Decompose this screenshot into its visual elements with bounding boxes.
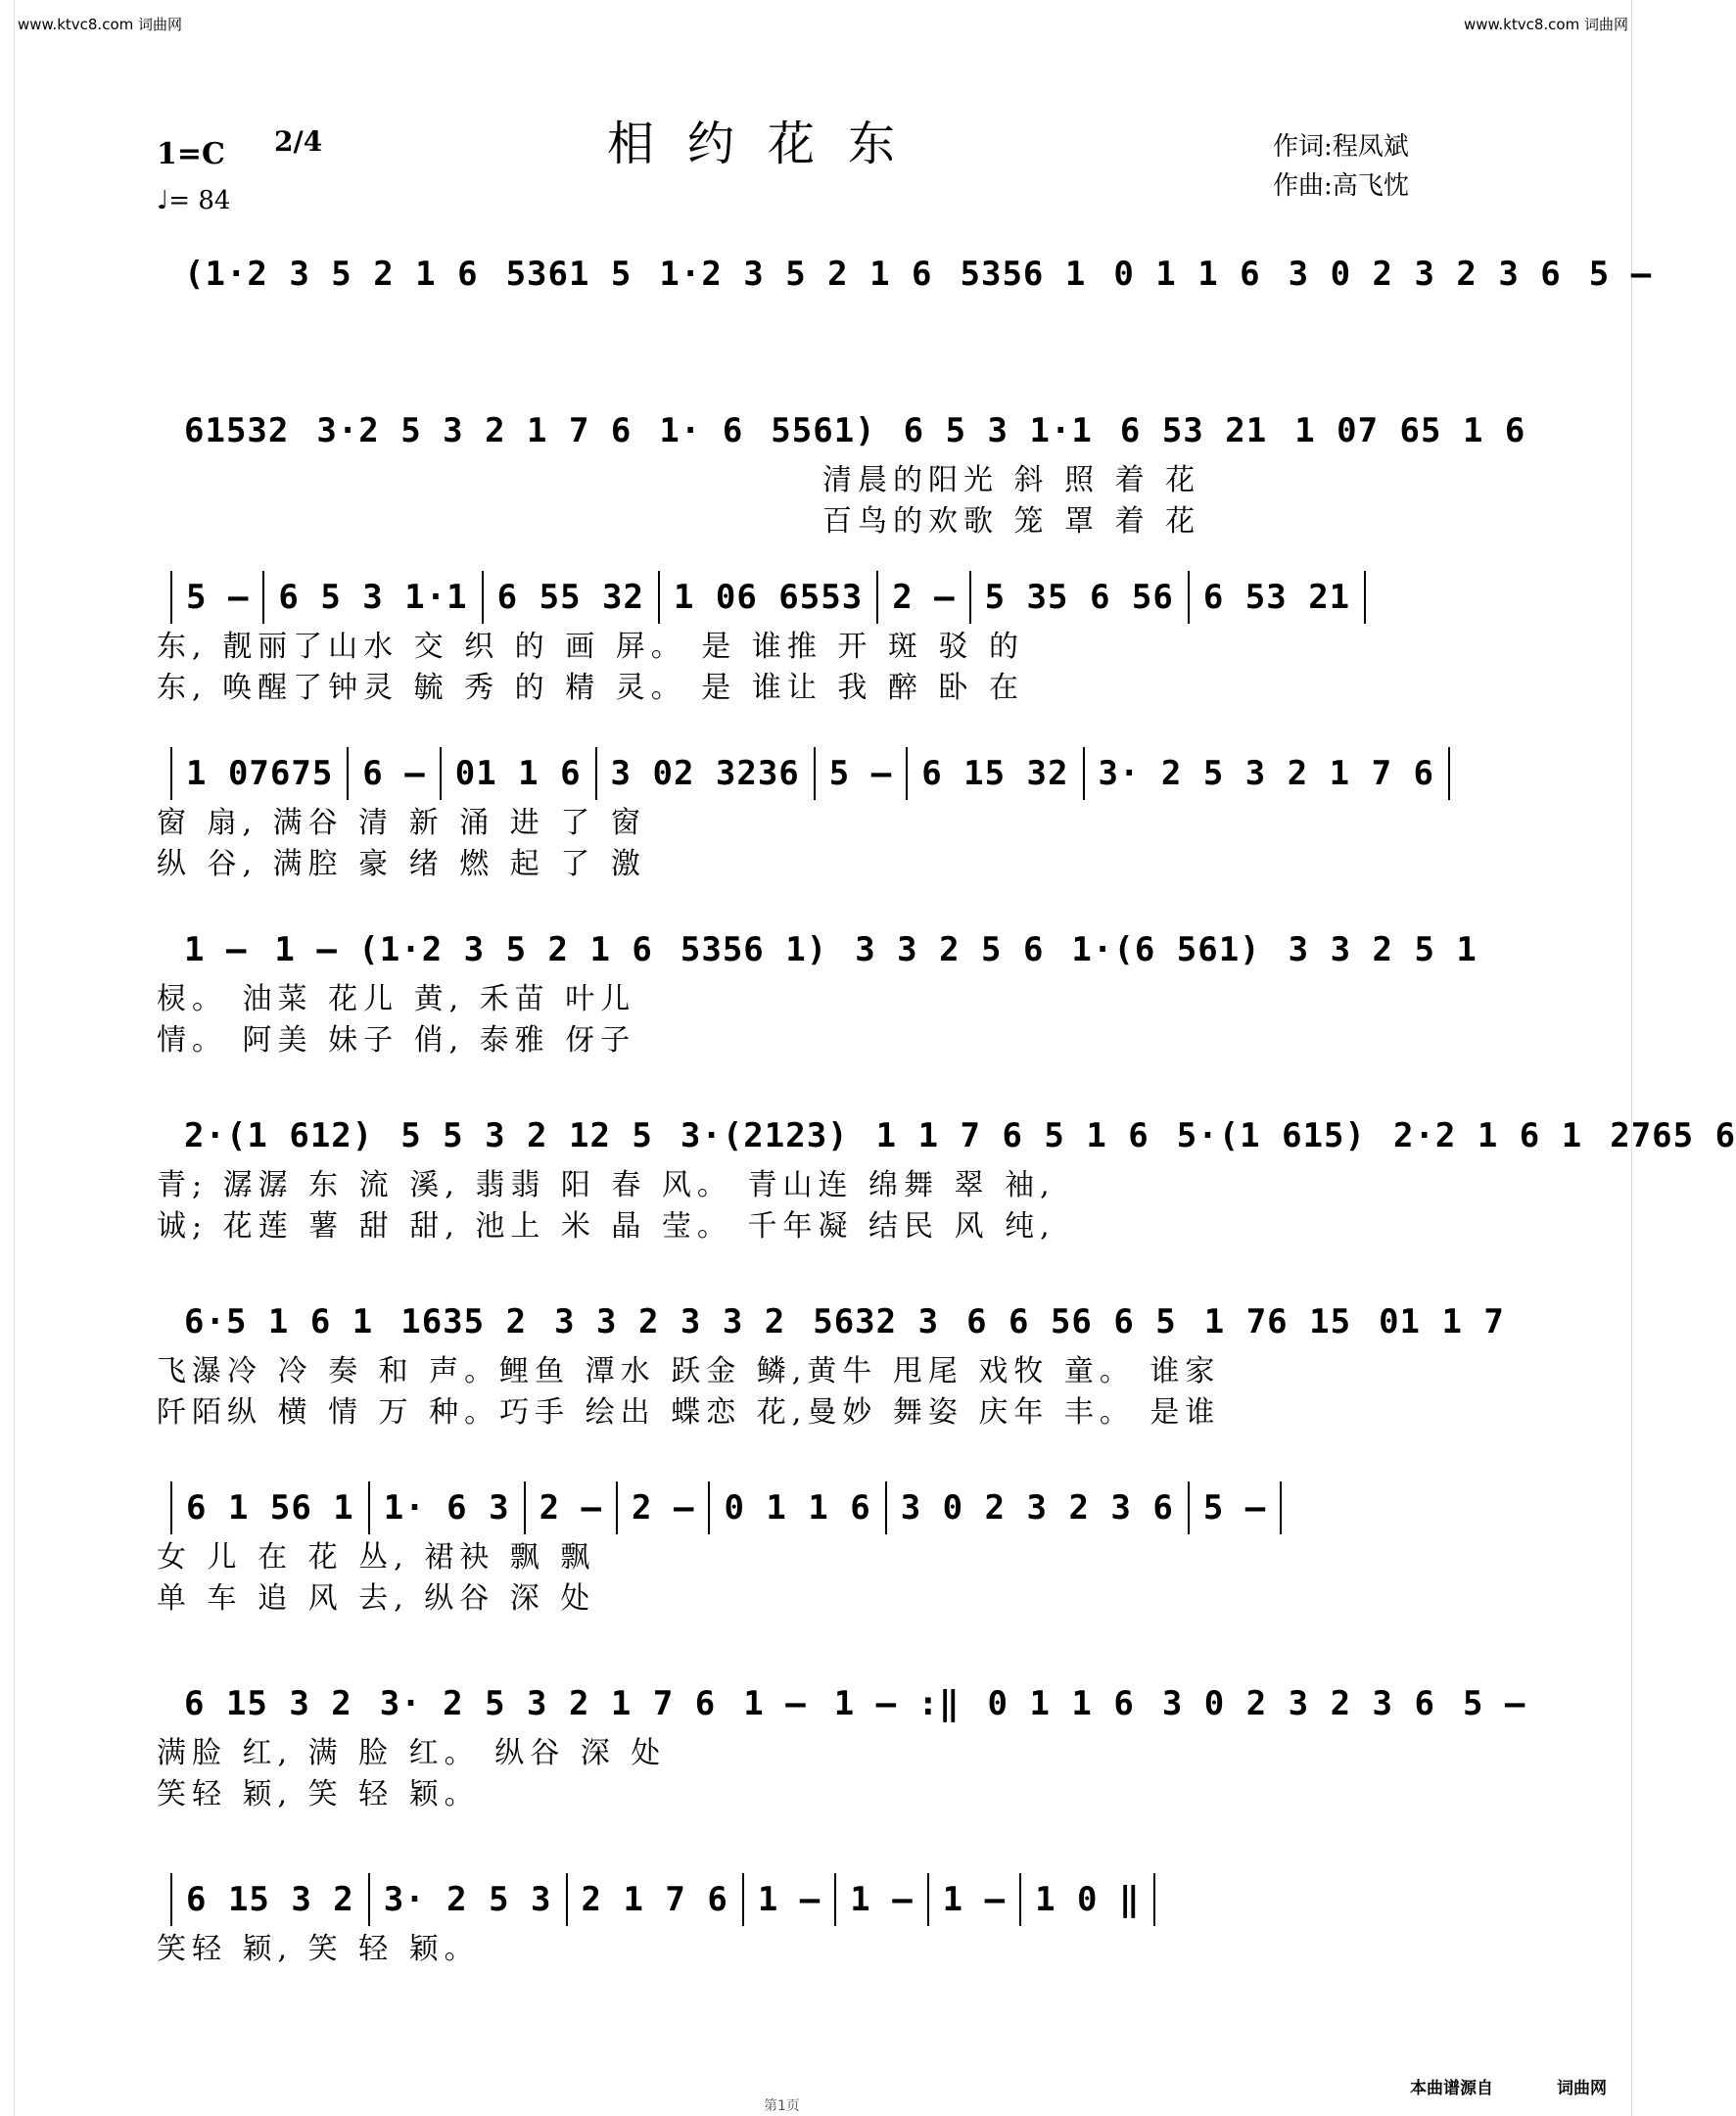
left-margin-strip <box>0 0 15 2116</box>
measure: 3· 2 5 3 2 1 7 6 <box>1098 754 1435 793</box>
score-system <box>157 1674 1526 1815</box>
measure: 2 – <box>892 578 956 617</box>
measure: 3 3 2 3 3 2 <box>554 1302 786 1341</box>
time-signature-text: 2/4 <box>274 125 323 158</box>
barline <box>1153 1873 1155 1926</box>
measure: 0 1 1 6 <box>1113 255 1261 294</box>
barline <box>170 571 172 624</box>
measure: 5 – <box>1588 255 1653 294</box>
score-system <box>157 1479 1469 1620</box>
measure: 1 0 ‖ <box>1035 1880 1141 1919</box>
measure: 1· 6 <box>659 411 744 450</box>
barline <box>742 1873 744 1926</box>
barline <box>1448 747 1450 800</box>
notation-line <box>157 1106 1736 1165</box>
barline <box>616 1481 618 1534</box>
score-system <box>157 1870 1469 1970</box>
measure: (1·2 3 5 2 1 6 <box>184 255 479 294</box>
measure: 2·2 1 6 1 <box>1392 1116 1583 1155</box>
barline <box>368 1873 370 1926</box>
watermark-left: www.ktvc8.com 词曲网 <box>18 16 183 33</box>
notation-line <box>157 1674 1526 1733</box>
barline <box>1019 1873 1021 1926</box>
measure: 01 1 7 <box>1379 1302 1505 1341</box>
measure: 6 5 3 1·1 <box>903 411 1093 450</box>
lyricist: 作词:程凤斌 <box>1273 132 1409 162</box>
lyric-line: 东, 唤醒了钟灵 毓 秀 的 精 灵。 是 谁让 我 醉 卧 在 <box>157 671 1024 705</box>
measure: 3 02 3236 <box>610 754 800 793</box>
measure: 6 15 3 2 <box>184 1684 352 1723</box>
measure: 1·2 3 5 2 1 6 <box>659 255 933 294</box>
barline <box>524 1481 526 1534</box>
measure: 1 – (1·2 3 5 2 1 6 <box>274 930 653 969</box>
measure: 3· 2 5 3 <box>383 1880 552 1919</box>
measure: 1 – <box>850 1880 914 1919</box>
measure: 2 – <box>632 1488 695 1528</box>
measure: 5361 5 <box>505 255 633 294</box>
page-number: 第1页 <box>764 2098 800 2114</box>
lyric-line: 满脸 红, 满 脸 红。 纵谷 深 处 <box>157 1736 667 1770</box>
measure: 5632 3 <box>813 1302 940 1341</box>
barline <box>440 747 442 800</box>
lyric-line: 女 儿 在 花 丛, 裙袂 飘 飘 <box>157 1540 596 1575</box>
measure: 3 3 2 5 1 <box>1288 930 1478 969</box>
measure: 1 – :‖ <box>833 1684 961 1723</box>
measure: 3·2 5 3 2 1 7 6 <box>316 411 633 450</box>
lyric-line: 笑轻 颖, 笑 轻 颖。 <box>157 1777 480 1811</box>
measure: 2 – <box>539 1488 603 1528</box>
measure: 2·(1 612) <box>184 1116 374 1155</box>
score-system <box>157 920 1478 1061</box>
score-system <box>157 568 1469 709</box>
measure: 5 – <box>1462 1684 1526 1723</box>
barline <box>906 747 908 800</box>
measure: 1 – <box>743 1684 807 1723</box>
barline <box>969 571 971 624</box>
notation-line <box>157 401 1526 460</box>
lyric-line: 窗 扇, 满谷 清 新 涌 进 了 窗 <box>157 806 646 840</box>
song-title: 相约花东 <box>607 117 929 171</box>
measure: 1 – <box>942 1880 1007 1919</box>
barline <box>262 571 264 624</box>
lyric-line: 单 车 追 风 去, 纵谷 深 处 <box>157 1581 596 1616</box>
measure: 6 6 56 6 5 <box>966 1302 1177 1341</box>
notation-line <box>157 245 1653 304</box>
lyric-line: 纵 谷, 满腔 豪 绪 燃 起 了 激 <box>157 847 646 881</box>
measure: 6 – <box>362 754 426 793</box>
barline <box>814 747 816 800</box>
measure: 61532 <box>184 411 290 450</box>
measure: 5561) <box>771 411 876 450</box>
measure: 5 35 6 56 <box>984 578 1174 617</box>
notation-line <box>157 920 1478 979</box>
measure: 0 1 1 6 <box>724 1488 871 1528</box>
barline <box>595 747 597 800</box>
measure: 5 – <box>186 578 250 617</box>
barline <box>170 1873 172 1926</box>
watermark-right: www.ktvc8.com 词曲网 <box>1463 16 1628 33</box>
measure: 6 53 21 <box>1202 578 1351 617</box>
measure: 5·(1 615) <box>1176 1116 1366 1155</box>
measure: 1 – <box>757 1880 821 1919</box>
lyric-line: 飞瀑冷 冷 奏 和 声。鲤鱼 潭水 跃金 鳞,黄牛 甩尾 戏牧 童。 谁家 <box>157 1354 1221 1388</box>
measure: 1 07 65 1 6 <box>1294 411 1526 450</box>
score-system <box>157 744 1469 885</box>
measure: 5356 1) <box>680 930 828 969</box>
barline <box>708 1481 710 1534</box>
measure: 6 15 32 <box>921 754 1069 793</box>
lyric-line: 阡陌纵 横 情 万 种。巧手 绘出 蝶恋 花,曼妙 舞姿 庆年 丰。 是谁 <box>157 1395 1221 1430</box>
score-system <box>157 245 1653 304</box>
barline <box>566 1873 568 1926</box>
measure: 1 – <box>184 930 248 969</box>
right-margin-strip <box>1631 0 1646 2116</box>
barline <box>885 1481 887 1534</box>
barline <box>1188 1481 1190 1534</box>
footer-site: 词曲网 <box>1557 2079 1607 2098</box>
lyric-line: 笑轻 颖, 笑 轻 颖。 <box>157 1932 480 1966</box>
footer-source: 本曲谱源自 <box>1410 2079 1493 2098</box>
measure: 5 – <box>1202 1488 1267 1528</box>
barline <box>658 571 660 624</box>
notation-line <box>157 1870 1469 1929</box>
barline <box>170 747 172 800</box>
notation-line <box>157 568 1469 627</box>
lyric-line: 东, 靓丽了山水 交 织 的 画 屏。 是 谁推 开 斑 驳 的 <box>157 630 1024 664</box>
measure: 3 3 2 5 6 <box>855 930 1045 969</box>
measure: 3·(2123) <box>680 1116 849 1155</box>
measure: 5 5 3 2 12 5 <box>400 1116 653 1155</box>
measure: 5 – <box>828 754 893 793</box>
lyric-line: 清晨的阳光 斜 照 着 花 <box>822 463 1201 497</box>
tempo-marking: ♩= 84 <box>157 186 231 215</box>
measure: 3· 2 5 3 2 1 7 6 <box>379 1684 717 1723</box>
barline <box>1280 1481 1282 1534</box>
notation-line <box>157 1293 1505 1351</box>
time-signature <box>274 127 322 157</box>
barline <box>927 1873 929 1926</box>
measure: 1635 2 <box>400 1302 528 1341</box>
score-system <box>157 1106 1736 1247</box>
measure: 0 1 1 6 <box>987 1684 1135 1723</box>
lyric-line: 诚; 花莲 薯 甜 甜, 池上 米 晶 莹。 千年凝 结民 风 纯, <box>157 1209 1056 1244</box>
measure: 1 76 15 <box>1203 1302 1352 1341</box>
barline <box>1364 571 1366 624</box>
measure: 3 0 2 3 2 3 6 <box>900 1488 1174 1528</box>
notation-line <box>157 1479 1469 1537</box>
barline <box>1083 747 1085 800</box>
lyric-line: 青; 潺潺 东 流 溪, 翡翡 阳 春 风。 青山连 绵舞 翠 袖, <box>157 1168 1056 1202</box>
measure: 6 55 32 <box>496 578 644 617</box>
measure: 2765 6 <box>1610 1116 1736 1155</box>
barline <box>1188 571 1190 624</box>
barline <box>834 1873 836 1926</box>
barline <box>170 1481 172 1534</box>
barline <box>368 1481 370 1534</box>
lyric-line: 百鸟的欢歌 笼 罩 着 花 <box>822 504 1201 539</box>
score-system <box>157 401 1526 542</box>
measure: 6·5 1 6 1 <box>184 1302 374 1341</box>
measure: 1·(6 561) <box>1071 930 1261 969</box>
measure: 3 0 2 3 2 3 6 <box>1161 1684 1435 1723</box>
lyric-line: 情。 阿美 妹子 俏, 泰雅 伢子 <box>157 1023 636 1058</box>
barline <box>347 747 349 800</box>
measure: 1· 6 3 <box>383 1488 510 1528</box>
measure: 01 1 6 <box>454 754 582 793</box>
measure: 1 1 7 6 5 1 6 <box>875 1116 1150 1155</box>
measure: 6 53 21 <box>1119 411 1268 450</box>
composer: 作曲:高飞忱 <box>1273 171 1409 201</box>
measure: 6 15 3 2 <box>186 1880 354 1919</box>
credits <box>1273 127 1409 206</box>
measure: 3 0 2 3 2 3 6 <box>1288 255 1562 294</box>
barline <box>482 571 484 624</box>
measure: 1 07675 <box>186 754 334 793</box>
measure: 1 06 6553 <box>673 578 864 617</box>
score-system <box>157 1293 1505 1434</box>
barline <box>876 571 878 624</box>
measure: 6 5 3 1·1 <box>278 578 468 617</box>
lyric-line: 棂。 油菜 花儿 黄, 禾苗 叶儿 <box>157 982 636 1016</box>
notation-line <box>157 744 1469 803</box>
measure: 5356 1 <box>960 255 1087 294</box>
measure: 6 1 56 1 <box>186 1488 354 1528</box>
measure: 2 1 7 6 <box>581 1880 728 1919</box>
key-signature: 1=C <box>157 137 225 171</box>
